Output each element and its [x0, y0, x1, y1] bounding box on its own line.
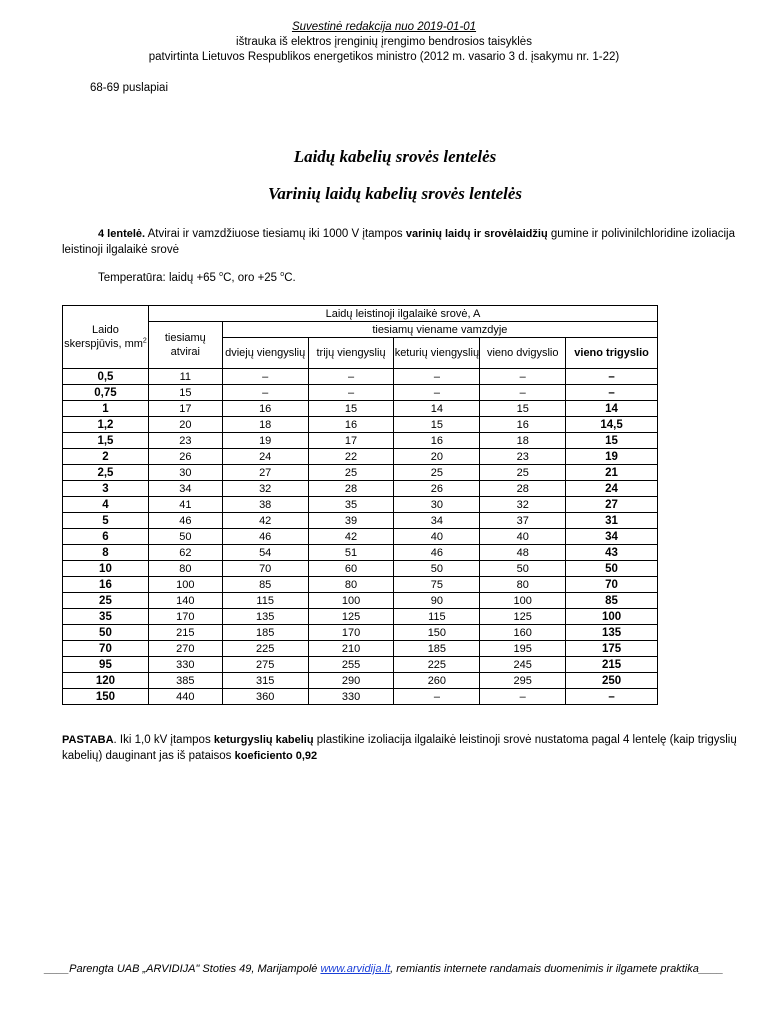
table-cell: 32 [222, 481, 308, 497]
table-row [63, 449, 658, 465]
table-cell: 1,5 [63, 433, 149, 449]
table-cell: 170 [148, 609, 222, 625]
table-cell: 385 [148, 673, 222, 689]
note-coefficient: koeficiento 0,92 [234, 750, 318, 762]
table-cell: 25 [394, 465, 480, 481]
table-cell: 16 [394, 433, 480, 449]
temperature-line [98, 272, 296, 284]
temp-suffix: C. [284, 272, 296, 284]
table-cell: 50 [394, 561, 480, 577]
table-cell: 50 [566, 561, 658, 577]
table-cell: 290 [308, 673, 394, 689]
table-cell: 100 [566, 609, 658, 625]
table-row [63, 529, 658, 545]
intro-text: Atvirai ir vamzdžiuose tiesiamų iki 1000 V įtampos [145, 228, 406, 240]
table-cell: 125 [308, 609, 394, 625]
table-cell: 135 [222, 609, 308, 625]
table-cell: 11 [148, 369, 222, 385]
table-cell: 4 [63, 497, 149, 513]
table-row [63, 497, 658, 513]
table-cell: 80 [148, 561, 222, 577]
table-cell: 270 [148, 641, 222, 657]
table-cell: 440 [148, 689, 222, 705]
table-cell: 16 [63, 577, 149, 593]
note-bold: keturgyslių kabelių [213, 734, 314, 746]
header-col-1: trijų viengyslių [308, 338, 394, 369]
table-cell: 42 [308, 529, 394, 545]
table-row [63, 641, 658, 657]
table-cell: 315 [222, 673, 308, 689]
table-cell: 135 [566, 625, 658, 641]
table-row [63, 369, 658, 385]
current-table [62, 305, 658, 705]
table-cell: 15 [394, 417, 480, 433]
table-cell: – [394, 369, 480, 385]
table-cell: 225 [222, 641, 308, 657]
table-cell: 31 [566, 513, 658, 529]
note-paragraph [62, 732, 762, 764]
table-cell: 16 [308, 417, 394, 433]
table-cell: – [480, 369, 566, 385]
table-row [63, 561, 658, 577]
header-current: Laidų leistinoji ilgalaikė srovė, A [148, 306, 657, 322]
table-row [63, 657, 658, 673]
table-row [63, 577, 658, 593]
table-cell: 70 [63, 641, 149, 657]
table-cell: 60 [308, 561, 394, 577]
table-cell: 16 [480, 417, 566, 433]
table-cell: 275 [222, 657, 308, 673]
intro-paragraph [62, 226, 757, 258]
table-cell: 260 [394, 673, 480, 689]
table-cell: – [566, 369, 658, 385]
table-cell: 34 [148, 481, 222, 497]
table-cell: 42 [222, 513, 308, 529]
table-cell: – [480, 689, 566, 705]
table-cell: 32 [480, 497, 566, 513]
note-text-2: plastikine izoliacija ilgalaikė leistinoji srovė nustatoma pagal 4 lentelę (kaip trigyslių kabelių) dauginant jas iš pataisos [62, 734, 737, 762]
table-cell: 28 [480, 481, 566, 497]
table-cell: 51 [308, 545, 394, 561]
table-cell: 35 [63, 609, 149, 625]
table-cell: 15 [480, 401, 566, 417]
table-cell: 115 [222, 593, 308, 609]
temp-middle: C, oro +25 [223, 272, 281, 284]
doc-header [0, 20, 768, 65]
table-cell: 46 [148, 513, 222, 529]
table-cell: 330 [308, 689, 394, 705]
table-cell: 80 [480, 577, 566, 593]
table-cell: 46 [222, 529, 308, 545]
note-text: . Iki 1,0 kV įtampos [113, 734, 214, 746]
header-cross-section [63, 306, 149, 369]
table-row [63, 385, 658, 401]
table-cell: 185 [222, 625, 308, 641]
table-cell: 8 [63, 545, 149, 561]
table-cell: 15 [308, 401, 394, 417]
intro-text-end: gumine ir polivinilchloridine izoliacija leistinoji ilgalaikė srovė [62, 228, 735, 256]
table-cell: 50 [63, 625, 149, 641]
table-cell: 0,5 [63, 369, 149, 385]
table-cell: 1 [63, 401, 149, 417]
table-cell: – [394, 689, 480, 705]
table-cell: – [480, 385, 566, 401]
table-cell: 16 [222, 401, 308, 417]
table-cell: 295 [480, 673, 566, 689]
table-cell: 38 [222, 497, 308, 513]
table-row [63, 593, 658, 609]
table-cell: 39 [308, 513, 394, 529]
table-cell: 30 [148, 465, 222, 481]
table-cell: – [566, 689, 658, 705]
table-cell: 225 [394, 657, 480, 673]
table-cell: 250 [566, 673, 658, 689]
table-cell: 95 [63, 657, 149, 673]
table-cell: 120 [63, 673, 149, 689]
header-pipe: tiesiamų viename vamzdyje [222, 322, 657, 338]
note-lead: PASTABA [62, 734, 114, 746]
table-cell: 75 [394, 577, 480, 593]
header-edition: Suvestinė redakcija nuo 2019-01-01 [291, 21, 477, 33]
footer-link[interactable]: www.arvidija.lt [320, 963, 391, 975]
temp-prefix: Temperatūra: laidų +65 [98, 272, 220, 284]
table-cell: 175 [566, 641, 658, 657]
footer-text-2: , remiantis internete randamais duomenimis ir ilgamete praktika [390, 963, 699, 975]
page-reference: 68-69 puslapiai [90, 82, 169, 94]
table-cell: 27 [566, 497, 658, 513]
table-row [63, 465, 658, 481]
table-cell: 27 [222, 465, 308, 481]
degree-sign: o [219, 271, 224, 279]
header-cross-section-sup: 2 [142, 337, 147, 345]
table-cell: 50 [148, 529, 222, 545]
table-cell: 19 [222, 433, 308, 449]
table-row [63, 513, 658, 529]
table-cell: 5 [63, 513, 149, 529]
table-cell: 10 [63, 561, 149, 577]
header-col-0: dviejų viengyslių [222, 338, 308, 369]
table-cell: 150 [394, 625, 480, 641]
table-row [63, 609, 658, 625]
table-cell: 18 [480, 433, 566, 449]
table-row [63, 545, 658, 561]
table-cell: 80 [308, 577, 394, 593]
table-number: 4 lentelė. [98, 228, 146, 240]
table-cell: 0,75 [63, 385, 149, 401]
table-cell: 50 [480, 561, 566, 577]
table-cell: 330 [148, 657, 222, 673]
intro-bold: varinių laidų ir srovėlaidžių [405, 228, 548, 240]
table-cell: 14 [394, 401, 480, 417]
table-cell: 1,2 [63, 417, 149, 433]
table-cell: 24 [566, 481, 658, 497]
table-cell: 35 [308, 497, 394, 513]
table-cell: 26 [148, 449, 222, 465]
footer-rule-end: ____ [698, 963, 724, 975]
table-cell: 215 [148, 625, 222, 641]
table-cell: 255 [308, 657, 394, 673]
table-cell: 43 [566, 545, 658, 561]
table-cell: 245 [480, 657, 566, 673]
table-cell: 17 [148, 401, 222, 417]
header-cross-section-text: Laido skerspjūvis, mm [64, 324, 143, 350]
table-cell: 23 [148, 433, 222, 449]
table-cell: 20 [394, 449, 480, 465]
table-cell: – [308, 369, 394, 385]
table-cell: 170 [308, 625, 394, 641]
table-cell: 21 [566, 465, 658, 481]
table-cell: – [222, 385, 308, 401]
table-cell: 185 [394, 641, 480, 657]
header-source: ištrauka iš elektros įrenginių įrengimo bendrosios taisyklės [236, 36, 532, 48]
table-cell: 100 [308, 593, 394, 609]
table-cell: 19 [566, 449, 658, 465]
table-cell: 215 [566, 657, 658, 673]
header-open: tiesiamų atvirai [148, 322, 222, 369]
table-row [63, 401, 658, 417]
table-cell: 46 [394, 545, 480, 561]
table-cell: 360 [222, 689, 308, 705]
table-cell: 28 [308, 481, 394, 497]
table-cell: 15 [148, 385, 222, 401]
table-cell: 150 [63, 689, 149, 705]
table-cell: 26 [394, 481, 480, 497]
table-cell: 85 [222, 577, 308, 593]
header-col-2: keturių viengyslių [394, 338, 480, 369]
footer [0, 963, 768, 975]
table-cell: 2,5 [63, 465, 149, 481]
table-cell: 70 [222, 561, 308, 577]
table-cell: – [566, 385, 658, 401]
table-cell: – [308, 385, 394, 401]
table-cell: 37 [480, 513, 566, 529]
table-cell: – [394, 385, 480, 401]
table-cell: 140 [148, 593, 222, 609]
table-cell: 25 [308, 465, 394, 481]
table-cell: – [222, 369, 308, 385]
table-row [63, 673, 658, 689]
table-cell: 90 [394, 593, 480, 609]
table-cell: 195 [480, 641, 566, 657]
header-col-3: vieno dvigyslio [480, 338, 566, 369]
table-row [63, 433, 658, 449]
table-row [63, 689, 658, 705]
table-cell: 17 [308, 433, 394, 449]
table-cell: 18 [222, 417, 308, 433]
table-cell: 34 [566, 529, 658, 545]
table-cell: 48 [480, 545, 566, 561]
table-cell: 30 [394, 497, 480, 513]
table-cell: 100 [148, 577, 222, 593]
table-cell: 115 [394, 609, 480, 625]
table-cell: 25 [63, 593, 149, 609]
table-cell: 25 [480, 465, 566, 481]
page-title: Laidų kabelių srovės lentelės [293, 147, 497, 166]
table-cell: 210 [308, 641, 394, 657]
footer-text: Parengta UAB „ARVIDIJA" Stoties 49, Marijampolė [69, 963, 321, 975]
header-approval: patvirtinta Lietuvos Respublikos energetikos ministro (2012 m. vasario 3 d. įsakymu nr. 1-22) [148, 51, 620, 63]
table-cell: 23 [480, 449, 566, 465]
table-cell: 40 [394, 529, 480, 545]
table-cell: 15 [566, 433, 658, 449]
header-col-4: vieno trigyslio [566, 338, 658, 369]
table-cell: 40 [480, 529, 566, 545]
table-cell: 54 [222, 545, 308, 561]
table-cell: 20 [148, 417, 222, 433]
table-cell: 85 [566, 593, 658, 609]
table-cell: 70 [566, 577, 658, 593]
degree-sign: o [280, 271, 285, 279]
table-cell: 14 [566, 401, 658, 417]
table-cell: 14,5 [566, 417, 658, 433]
table-row [63, 481, 658, 497]
table-cell: 62 [148, 545, 222, 561]
table-cell: 24 [222, 449, 308, 465]
table-cell: 3 [63, 481, 149, 497]
table-cell: 100 [480, 593, 566, 609]
table-cell: 160 [480, 625, 566, 641]
table-cell: 6 [63, 529, 149, 545]
table-cell: 2 [63, 449, 149, 465]
page-subtitle: Varinių laidų kabelių srovės lentelės [267, 184, 523, 203]
table-cell: 22 [308, 449, 394, 465]
table-row [63, 625, 658, 641]
table-cell: 125 [480, 609, 566, 625]
table-cell: 41 [148, 497, 222, 513]
table-cell: 34 [394, 513, 480, 529]
footer-rule: ____ [44, 963, 70, 975]
table-row [63, 417, 658, 433]
